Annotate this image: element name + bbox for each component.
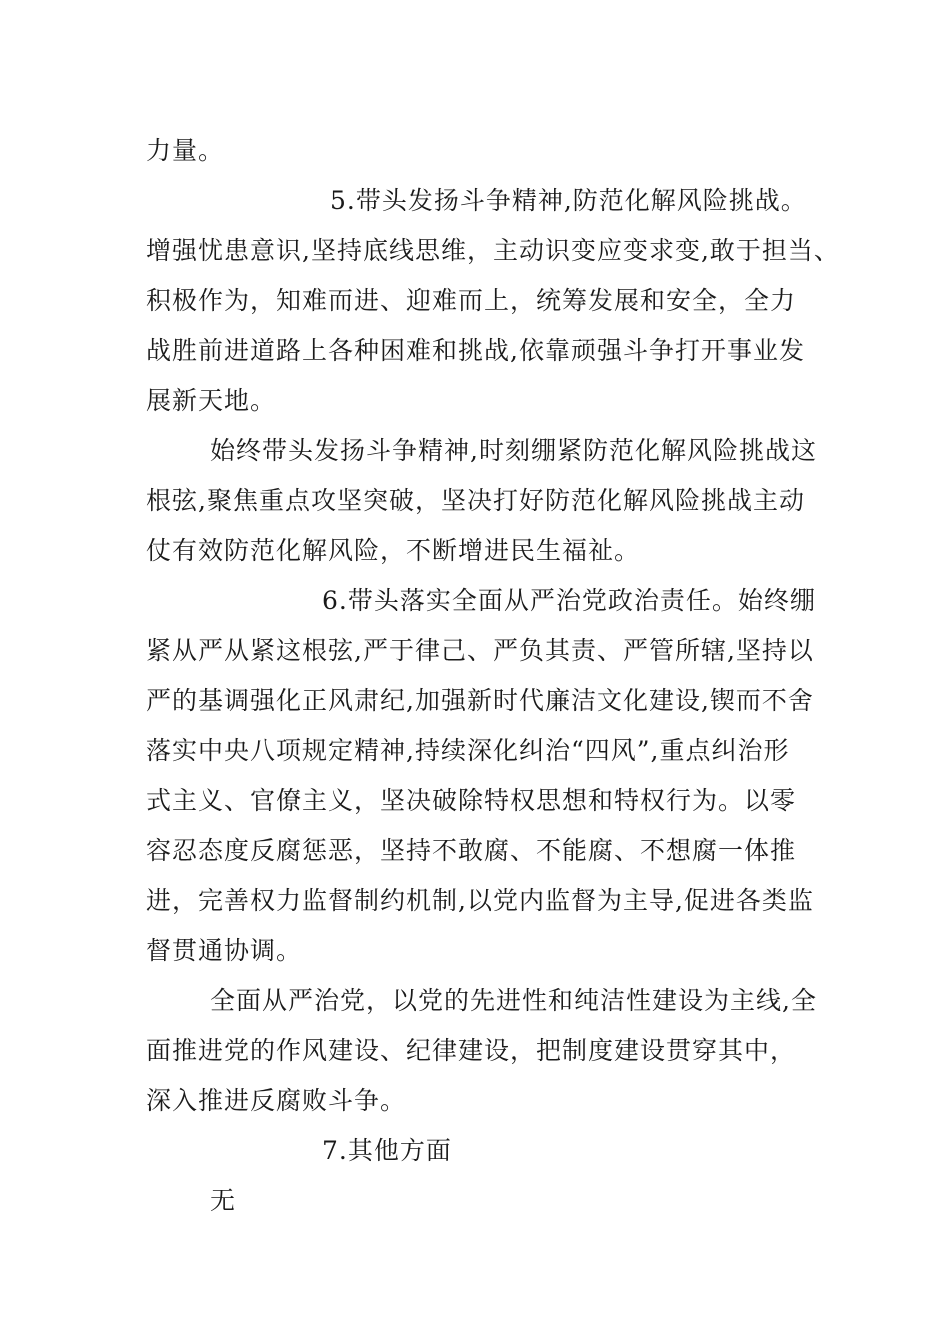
text-line: 无 bbox=[210, 1186, 237, 1215]
text-line: 展新天地。 bbox=[146, 386, 277, 415]
text-line: 深入推进反腐败斗争。 bbox=[146, 1086, 407, 1115]
section-heading-7: 7.其他方面 bbox=[322, 1136, 452, 1165]
text-line: 积极作为，知难而进、迎难而上，统筹发展和安全，全力 bbox=[146, 286, 797, 315]
text-line: 仗有效防范化解风险，不断增进民生福祉。 bbox=[146, 536, 641, 565]
text-line: 式主义、官僚主义，坚决破除特权思想和特权行为。以零 bbox=[146, 786, 797, 815]
text-line: 进，完善权力监督制约机制,以党内监督为主导,促进各类监 bbox=[146, 886, 814, 915]
text-line: 增强忧患意识,坚持底线思维，主动识变应变求变,敢于担当、 bbox=[146, 236, 840, 265]
text-line: 力量。 bbox=[146, 136, 225, 165]
text-line: 面推进党的作风建设、纪律建设，把制度建设贯穿其中， bbox=[146, 1036, 797, 1065]
text-line: 督贯通协调。 bbox=[146, 936, 303, 965]
text-line: 根弦,聚焦重点攻坚突破，坚决打好防范化解风险挑战主动 bbox=[146, 486, 805, 515]
text-line: 容忍态度反腐惩恶，坚持不敢腐、不能腐、不想腐一体推 bbox=[146, 836, 797, 865]
text-line: 全面从严治党，以党的先进性和纯洁性建设为主线,全 bbox=[210, 986, 817, 1015]
section-heading-5: 5.带头发扬斗争精神,防范化解风险挑战。 bbox=[330, 186, 807, 215]
text-line: 严的基调强化正风肃纪,加强新时代廉洁文化建设,锲而不舍 bbox=[146, 686, 814, 715]
text-line: 落实中央八项规定精神,持续深化纠治“四风”,重点纠治形 bbox=[146, 736, 790, 765]
text-line: 战胜前进道路上各种困难和挑战,依靠顽强斗争打开事业发 bbox=[146, 336, 805, 365]
text-line: 紧从严从紧这根弦,严于律己、严负其责、严管所辖,坚持以 bbox=[146, 636, 814, 665]
section-heading-6: 6.带头落实全面从严治党政治责任。始终绷 bbox=[322, 586, 816, 615]
text-line: 始终带头发扬斗争精神,时刻绷紧防范化解风险挑战这 bbox=[210, 436, 817, 465]
